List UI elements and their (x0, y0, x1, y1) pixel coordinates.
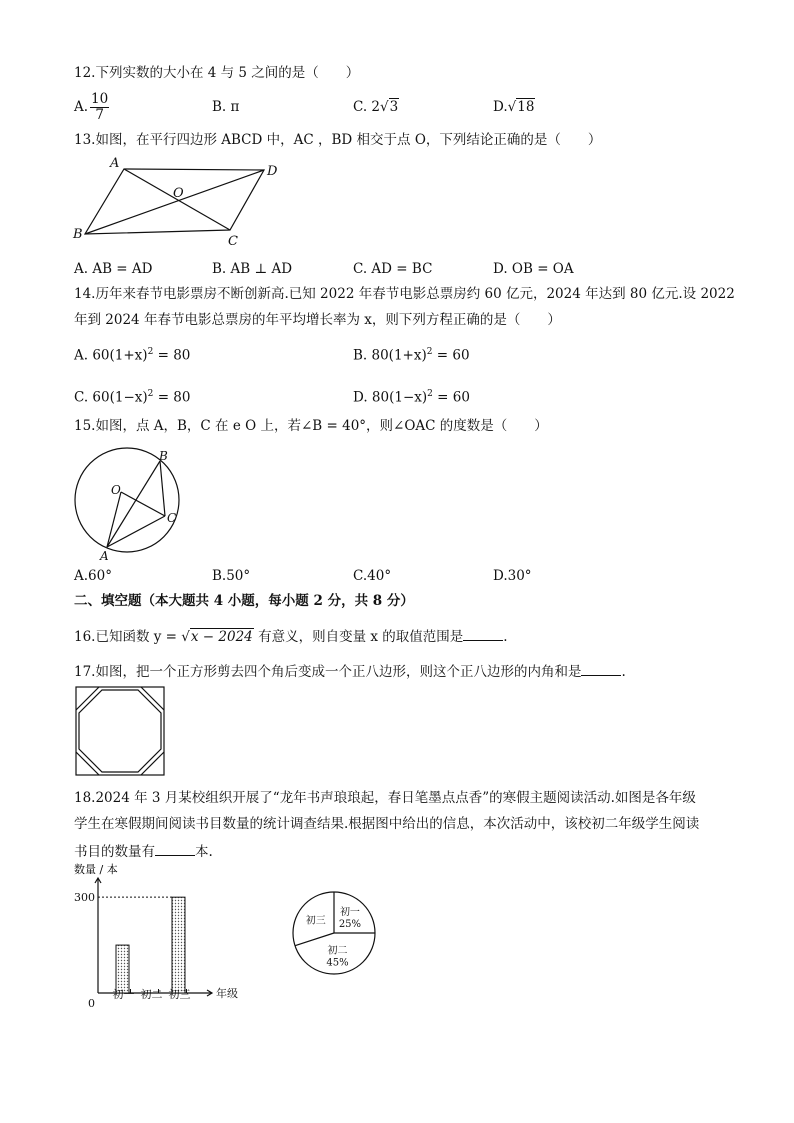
q13-option-a: A. AB = AD (74, 261, 153, 277)
q14-option-b-rhs: = 60 (432, 347, 470, 364)
q14-stem-line-1: 14.历年来春节电影票房不断创新高.已知 2022 年春节电影总票房约 60 亿元，2024 年达到 80 亿元.设 2022 (74, 286, 735, 302)
diagonal-bd (85, 170, 264, 234)
answer-blank[interactable] (581, 661, 621, 676)
answer-blank[interactable] (463, 626, 503, 641)
sqrt-icon: √ (380, 99, 389, 115)
q18-line-3-end: 本. (195, 844, 213, 860)
pie-slice-value: 45% (326, 957, 349, 969)
q14-option-b-lhs: B. 80(1+x) (353, 347, 427, 364)
q14-option-b-exponent: 2 (426, 347, 433, 357)
segment-bc (160, 461, 165, 516)
origin-label: 0 (88, 997, 95, 1010)
q12-option-a (74, 92, 109, 123)
q17-stem (74, 661, 626, 681)
label-o: O (111, 483, 121, 497)
q12-option-b: B. π (212, 99, 240, 115)
q18-stem-line-3 (74, 841, 213, 861)
y-axis-label: 数量 / 本 (74, 863, 118, 876)
corner-cut (76, 752, 99, 775)
pie-slice-value: 25% (338, 919, 362, 931)
q14-option-a-exponent: 2 (147, 347, 154, 357)
q14-option-d-lhs: D. 80(1−x) (353, 389, 428, 406)
label-b: B (159, 449, 168, 463)
q14-option-d (353, 385, 470, 407)
q14-option-c-exponent: 2 (147, 389, 154, 399)
corner-cut (141, 687, 164, 710)
q18-line-3-text: 书目的数量有 (74, 844, 155, 860)
q12-option-c (353, 98, 399, 116)
q13-stem: 13.如图，在平行四边形 ABCD 中，AC ，BD 相交于点 O，下列结论正确的是（ ） (74, 132, 602, 148)
segment-ab (107, 461, 160, 547)
q16-period: . (503, 629, 508, 645)
q16-stem (74, 626, 508, 646)
label-d: D (267, 164, 278, 179)
q14-option-a-rhs: = 80 (153, 347, 191, 364)
q12-option-d (493, 98, 535, 116)
label-o: O (173, 186, 184, 201)
bar-chart (72, 860, 272, 1010)
sqrt-icon: √ (181, 629, 190, 645)
q16-radicand: x − 2024 (190, 629, 253, 645)
q14-option-c (74, 385, 190, 407)
q14-option-a-lhs: A. 60(1+x) (74, 347, 148, 364)
y-tick-label: 300 (74, 891, 95, 905)
fraction-numerator: 10 (91, 91, 109, 107)
sqrt-icon: √ (507, 99, 517, 115)
pie-slice-label: 初三 (305, 915, 326, 927)
label-c: C (228, 234, 238, 249)
answer-blank[interactable] (155, 841, 195, 856)
q14-stem-line-2: 年到 2024 年春节电影总票房的年平均增长率为 x，则下列方程正确的是（ ） (74, 312, 561, 328)
label-a: A (100, 549, 109, 563)
q12-option-c-radicand: 3 (389, 99, 399, 115)
section-heading: 二、填空题（本大题共 4 小题，每小题 2 分，共 8 分） (74, 593, 414, 609)
q15-option-a: A.60° (74, 568, 112, 584)
q15-circle-figure (66, 440, 190, 564)
pie-slice-label: 初一 (339, 907, 360, 919)
corner-cut (141, 752, 164, 775)
q16-prefix: 16.已知函数 y = (74, 629, 182, 645)
q12-option-a-label: A. (74, 99, 89, 115)
q15-option-b: B.50° (212, 568, 251, 584)
fraction-denominator: 7 (95, 107, 104, 123)
q13-parallelogram-figure (70, 154, 290, 250)
q15-option-c: C.40° (353, 568, 392, 584)
q12-stem: 12.下列实数的大小在 4 与 5 之间的是（ ） (74, 65, 360, 81)
q12-option-d-radicand: 18 (517, 99, 535, 115)
bar-1 (116, 945, 129, 993)
q15-option-d: D.30° (493, 568, 532, 584)
segment-oc (121, 492, 165, 516)
q13-option-d: D. OB = OA (493, 261, 574, 277)
bar-3 (172, 897, 185, 993)
q12-option-c-label: C. 2 (353, 99, 381, 115)
q13-option-b: B. AB ⊥ AD (212, 261, 293, 277)
q17-text: 17.如图，把一个正方形剪去四个角后变成一个正八边形，则这个正八边形的内角和是 (74, 664, 582, 680)
x-tick-label: 初三 (168, 988, 191, 1001)
x-axis-label: 年级 (216, 987, 238, 1000)
q18-stem-line-1: 18.2024 年 3 月某校组织开展了“龙年书声琅琅起，春日笔墨点点香”的寒假主题阅读活动.如图是各年级 (74, 790, 696, 806)
q17-octagon-figure (75, 686, 165, 776)
q16-suffix: 有意义，则自变量 x 的取值范围是 (253, 629, 464, 645)
octagon-shape (79, 690, 161, 772)
q14-option-c-lhs: C. 60(1−x) (74, 389, 148, 406)
q12-option-d-label: D. (493, 99, 508, 115)
corner-cut (76, 687, 99, 710)
q17-period: . (621, 664, 626, 680)
pie-slice-label: 初二 (327, 945, 348, 957)
label-a: A (110, 156, 120, 171)
q14-option-a (74, 343, 190, 365)
label-c: C (167, 511, 177, 525)
q14-option-d-rhs: = 60 (432, 389, 470, 406)
q15-stem: 15.如图，点 A，B，C 在 e O 上，若∠B = 40°，则∠OAC 的度数是（ ） (74, 418, 548, 434)
pie-slice-3-edge (295, 933, 334, 946)
q18-stem-line-2: 学生在寒假期间阅读书目数量的统计调查结果.根据图中给出的信息，本次活动中，该校初二年级学生阅读 (74, 816, 700, 832)
q14-option-d-exponent: 2 (427, 389, 433, 399)
square-outline (76, 687, 164, 775)
label-b: B (73, 227, 83, 242)
q12-fraction (90, 92, 109, 123)
q14-option-b (353, 343, 470, 365)
q14-option-c-rhs: = 80 (153, 389, 191, 406)
segment-oa (107, 492, 121, 547)
pie-chart (288, 888, 384, 978)
x-tick-label: 初二 (140, 988, 163, 1001)
q13-option-c: C. AD = BC (353, 261, 433, 277)
x-tick-label: 初一 (112, 988, 135, 1001)
